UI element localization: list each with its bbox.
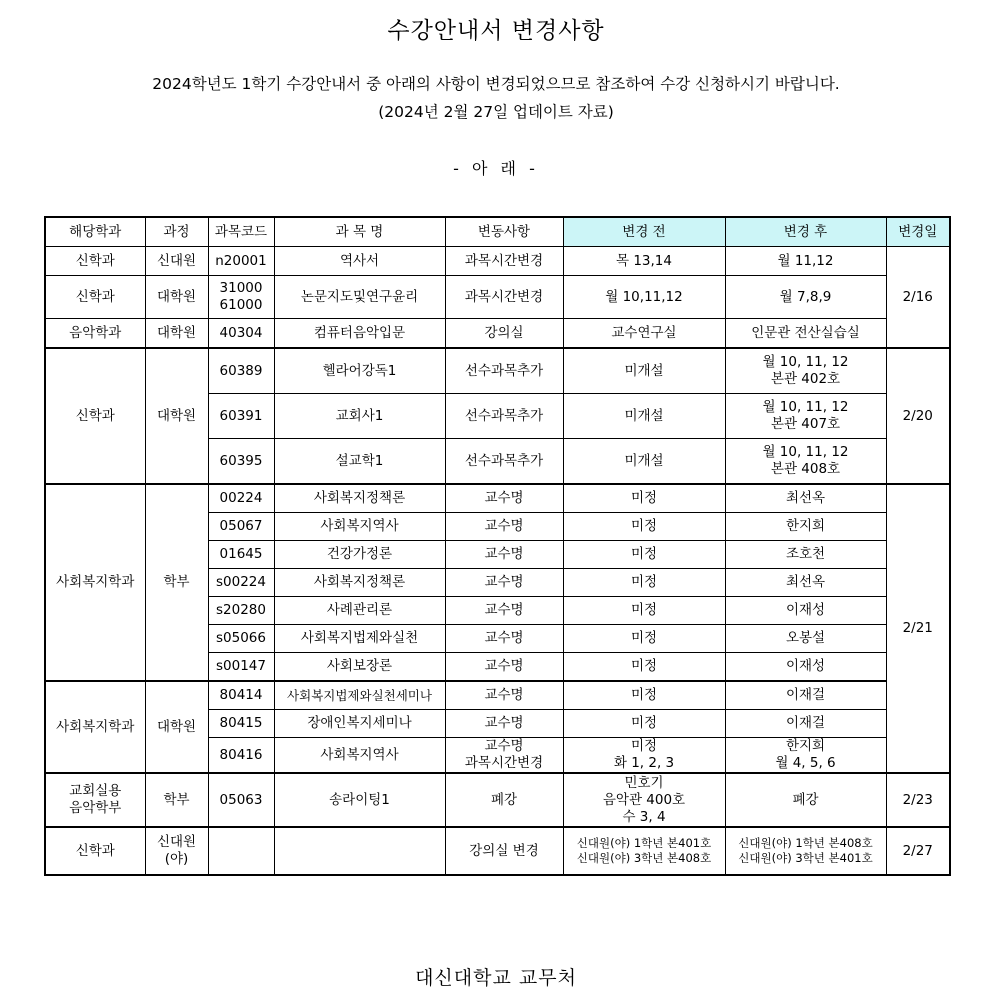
table-row bbox=[45, 348, 950, 394]
cell-course: 대학원 bbox=[145, 276, 208, 319]
cell-change: 선수과목추가 bbox=[445, 439, 563, 485]
cell-name: 사회복지역사 bbox=[274, 513, 445, 541]
header-after: 변경 후 bbox=[725, 217, 886, 247]
cell-name: 사회복지정책론 bbox=[274, 484, 445, 513]
cell-after: 월 7,8,9 bbox=[725, 276, 886, 319]
cell-code: 60391 bbox=[208, 394, 274, 439]
cell-before: 미정 화 1, 2, 3 bbox=[563, 738, 725, 774]
cell-before: 미정 bbox=[563, 597, 725, 625]
header-change: 변동사항 bbox=[445, 217, 563, 247]
cell-code: 60389 bbox=[208, 348, 274, 394]
cell-after: 한지희 bbox=[725, 513, 886, 541]
cell-change: 교수명 bbox=[445, 569, 563, 597]
table-row bbox=[45, 484, 950, 513]
cell-code: 80416 bbox=[208, 738, 274, 774]
cell-change: 교수명 bbox=[445, 513, 563, 541]
table-row bbox=[45, 276, 950, 319]
cell-before: 미정 bbox=[563, 569, 725, 597]
cell-code: s20280 bbox=[208, 597, 274, 625]
table-row bbox=[45, 773, 950, 827]
cell-code: 05063 bbox=[208, 773, 274, 827]
cell-after: 이재성 bbox=[725, 597, 886, 625]
cell-date: 2/23 bbox=[886, 773, 950, 827]
cell-before: 미정 bbox=[563, 484, 725, 513]
cell-date: 2/21 bbox=[886, 484, 950, 773]
cell-dept: 음악학과 bbox=[45, 319, 145, 349]
cell-name: 교회사1 bbox=[274, 394, 445, 439]
cell-name: 논문지도및연구윤리 bbox=[274, 276, 445, 319]
cell-change: 교수명 bbox=[445, 541, 563, 569]
cell-before: 월 10,11,12 bbox=[563, 276, 725, 319]
cell-after: 인문관 전산실습실 bbox=[725, 319, 886, 349]
cell-course: 신대원 (야) bbox=[145, 827, 208, 875]
cell-code: n20001 bbox=[208, 247, 274, 276]
cell-after: 이재걸 bbox=[725, 710, 886, 738]
cell-name bbox=[274, 827, 445, 875]
cell-before: 미정 bbox=[563, 625, 725, 653]
cell-dept: 사회복지학과 bbox=[45, 681, 145, 773]
cell-course: 대학원 bbox=[145, 681, 208, 773]
header-course: 과정 bbox=[145, 217, 208, 247]
cell-after: 오봉설 bbox=[725, 625, 886, 653]
cell-code: s00224 bbox=[208, 569, 274, 597]
cell-course: 신대원 bbox=[145, 247, 208, 276]
cell-code: 31000 61000 bbox=[208, 276, 274, 319]
cell-dept: 사회복지학과 bbox=[45, 484, 145, 681]
table-row bbox=[45, 827, 950, 875]
table-row bbox=[45, 319, 950, 349]
cell-code: s00147 bbox=[208, 653, 274, 682]
below-marker: - 아 래 - bbox=[453, 159, 539, 178]
cell-code: 80415 bbox=[208, 710, 274, 738]
page-title: 수강안내서 변경사항 bbox=[387, 18, 605, 44]
cell-date: 2/16 bbox=[886, 247, 950, 349]
cell-before: 미정 bbox=[563, 681, 725, 710]
cell-course: 학부 bbox=[145, 484, 208, 681]
cell-before: 미정 bbox=[563, 710, 725, 738]
cell-change: 교수명 bbox=[445, 484, 563, 513]
cell-code: 40304 bbox=[208, 319, 274, 349]
cell-before: 미정 bbox=[563, 653, 725, 682]
cell-change: 교수명 과목시간변경 bbox=[445, 738, 563, 774]
cell-dept: 신학과 bbox=[45, 827, 145, 875]
cell-before: 교수연구실 bbox=[563, 319, 725, 349]
cell-name: 컴퓨터음악입문 bbox=[274, 319, 445, 349]
cell-change: 폐강 bbox=[445, 773, 563, 827]
cell-change: 강의실 변경 bbox=[445, 827, 563, 875]
cell-after: 월 10, 11, 12 본관 408호 bbox=[725, 439, 886, 485]
cell-before: 목 13,14 bbox=[563, 247, 725, 276]
cell-name: 사회복지법제와실천세미나 bbox=[274, 681, 445, 710]
cell-code: 00224 bbox=[208, 484, 274, 513]
cell-course: 대학원 bbox=[145, 348, 208, 484]
cell-dept: 교회실용 음악학부 bbox=[45, 773, 145, 827]
cell-before: 미정 bbox=[563, 513, 725, 541]
cell-after: 폐강 bbox=[725, 773, 886, 827]
cell-change: 교수명 bbox=[445, 681, 563, 710]
cell-name: 사회복지법제와실천 bbox=[274, 625, 445, 653]
intro-line-2: (2024년 2월 27일 업데이트 자료) bbox=[378, 103, 614, 121]
cell-name: 사회보장론 bbox=[274, 653, 445, 682]
cell-name: 설교학1 bbox=[274, 439, 445, 485]
cell-name: 사회복지역사 bbox=[274, 738, 445, 774]
cell-after: 최선옥 bbox=[725, 484, 886, 513]
intro-line-1: 2024학년도 1학기 수강안내서 중 아래의 사항이 변경되었으므로 참조하여 수강 신청하시기 바랍니다. bbox=[152, 75, 840, 93]
header-name: 과 목 명 bbox=[274, 217, 445, 247]
cell-before: 미정 bbox=[563, 541, 725, 569]
cell-before: 민호기 음악관 400호 수 3, 4 bbox=[563, 773, 725, 827]
cell-after: 월 10, 11, 12 본관 407호 bbox=[725, 394, 886, 439]
cell-dept: 신학과 bbox=[45, 348, 145, 484]
cell-after: 최선옥 bbox=[725, 569, 886, 597]
cell-dept: 신학과 bbox=[45, 247, 145, 276]
cell-before: 신대원(야) 1학년 본401호 신대원(야) 3학년 본408호 bbox=[563, 827, 725, 875]
cell-course: 대학원 bbox=[145, 319, 208, 349]
cell-change: 선수과목추가 bbox=[445, 348, 563, 394]
cell-name: 사회복지정책론 bbox=[274, 569, 445, 597]
cell-name: 건강가정론 bbox=[274, 541, 445, 569]
cell-name: 역사서 bbox=[274, 247, 445, 276]
cell-after: 조호천 bbox=[725, 541, 886, 569]
table-row bbox=[45, 681, 950, 710]
header-code: 과목코드 bbox=[208, 217, 274, 247]
cell-after: 한지희 월 4, 5, 6 bbox=[725, 738, 886, 774]
header-before: 변경 전 bbox=[563, 217, 725, 247]
cell-name: 헬라어강독1 bbox=[274, 348, 445, 394]
intro-text bbox=[0, 70, 992, 126]
cell-code: 01645 bbox=[208, 541, 274, 569]
cell-before: 미개설 bbox=[563, 394, 725, 439]
cell-change: 선수과목추가 bbox=[445, 394, 563, 439]
cell-code: s05066 bbox=[208, 625, 274, 653]
header-dept: 해당학과 bbox=[45, 217, 145, 247]
header-row bbox=[45, 217, 950, 247]
changes-table bbox=[44, 216, 951, 876]
cell-name: 장애인복지세미나 bbox=[274, 710, 445, 738]
cell-change: 과목시간변경 bbox=[445, 247, 563, 276]
cell-code: 05067 bbox=[208, 513, 274, 541]
cell-before: 미개설 bbox=[563, 348, 725, 394]
cell-date: 2/27 bbox=[886, 827, 950, 875]
cell-change: 교수명 bbox=[445, 625, 563, 653]
cell-before: 미개설 bbox=[563, 439, 725, 485]
cell-change: 과목시간변경 bbox=[445, 276, 563, 319]
cell-course: 학부 bbox=[145, 773, 208, 827]
table-row bbox=[45, 247, 950, 276]
cell-code: 60395 bbox=[208, 439, 274, 485]
cell-after: 신대원(야) 1학년 본408호 신대원(야) 3학년 본401호 bbox=[725, 827, 886, 875]
cell-change: 교수명 bbox=[445, 597, 563, 625]
cell-after: 이재걸 bbox=[725, 681, 886, 710]
cell-dept: 신학과 bbox=[45, 276, 145, 319]
cell-after: 월 11,12 bbox=[725, 247, 886, 276]
cell-change: 강의실 bbox=[445, 319, 563, 349]
cell-code bbox=[208, 827, 274, 875]
header-date: 변경일 bbox=[886, 217, 950, 247]
cell-name: 송라이팅1 bbox=[274, 773, 445, 827]
cell-change: 교수명 bbox=[445, 710, 563, 738]
cell-after: 이재성 bbox=[725, 653, 886, 682]
cell-after: 월 10, 11, 12 본관 402호 bbox=[725, 348, 886, 394]
cell-name: 사례관리론 bbox=[274, 597, 445, 625]
cell-code: 80414 bbox=[208, 681, 274, 710]
footer-issuer: 대신대학교 교무처 bbox=[415, 967, 577, 989]
cell-change: 교수명 bbox=[445, 653, 563, 682]
cell-date: 2/20 bbox=[886, 348, 950, 484]
